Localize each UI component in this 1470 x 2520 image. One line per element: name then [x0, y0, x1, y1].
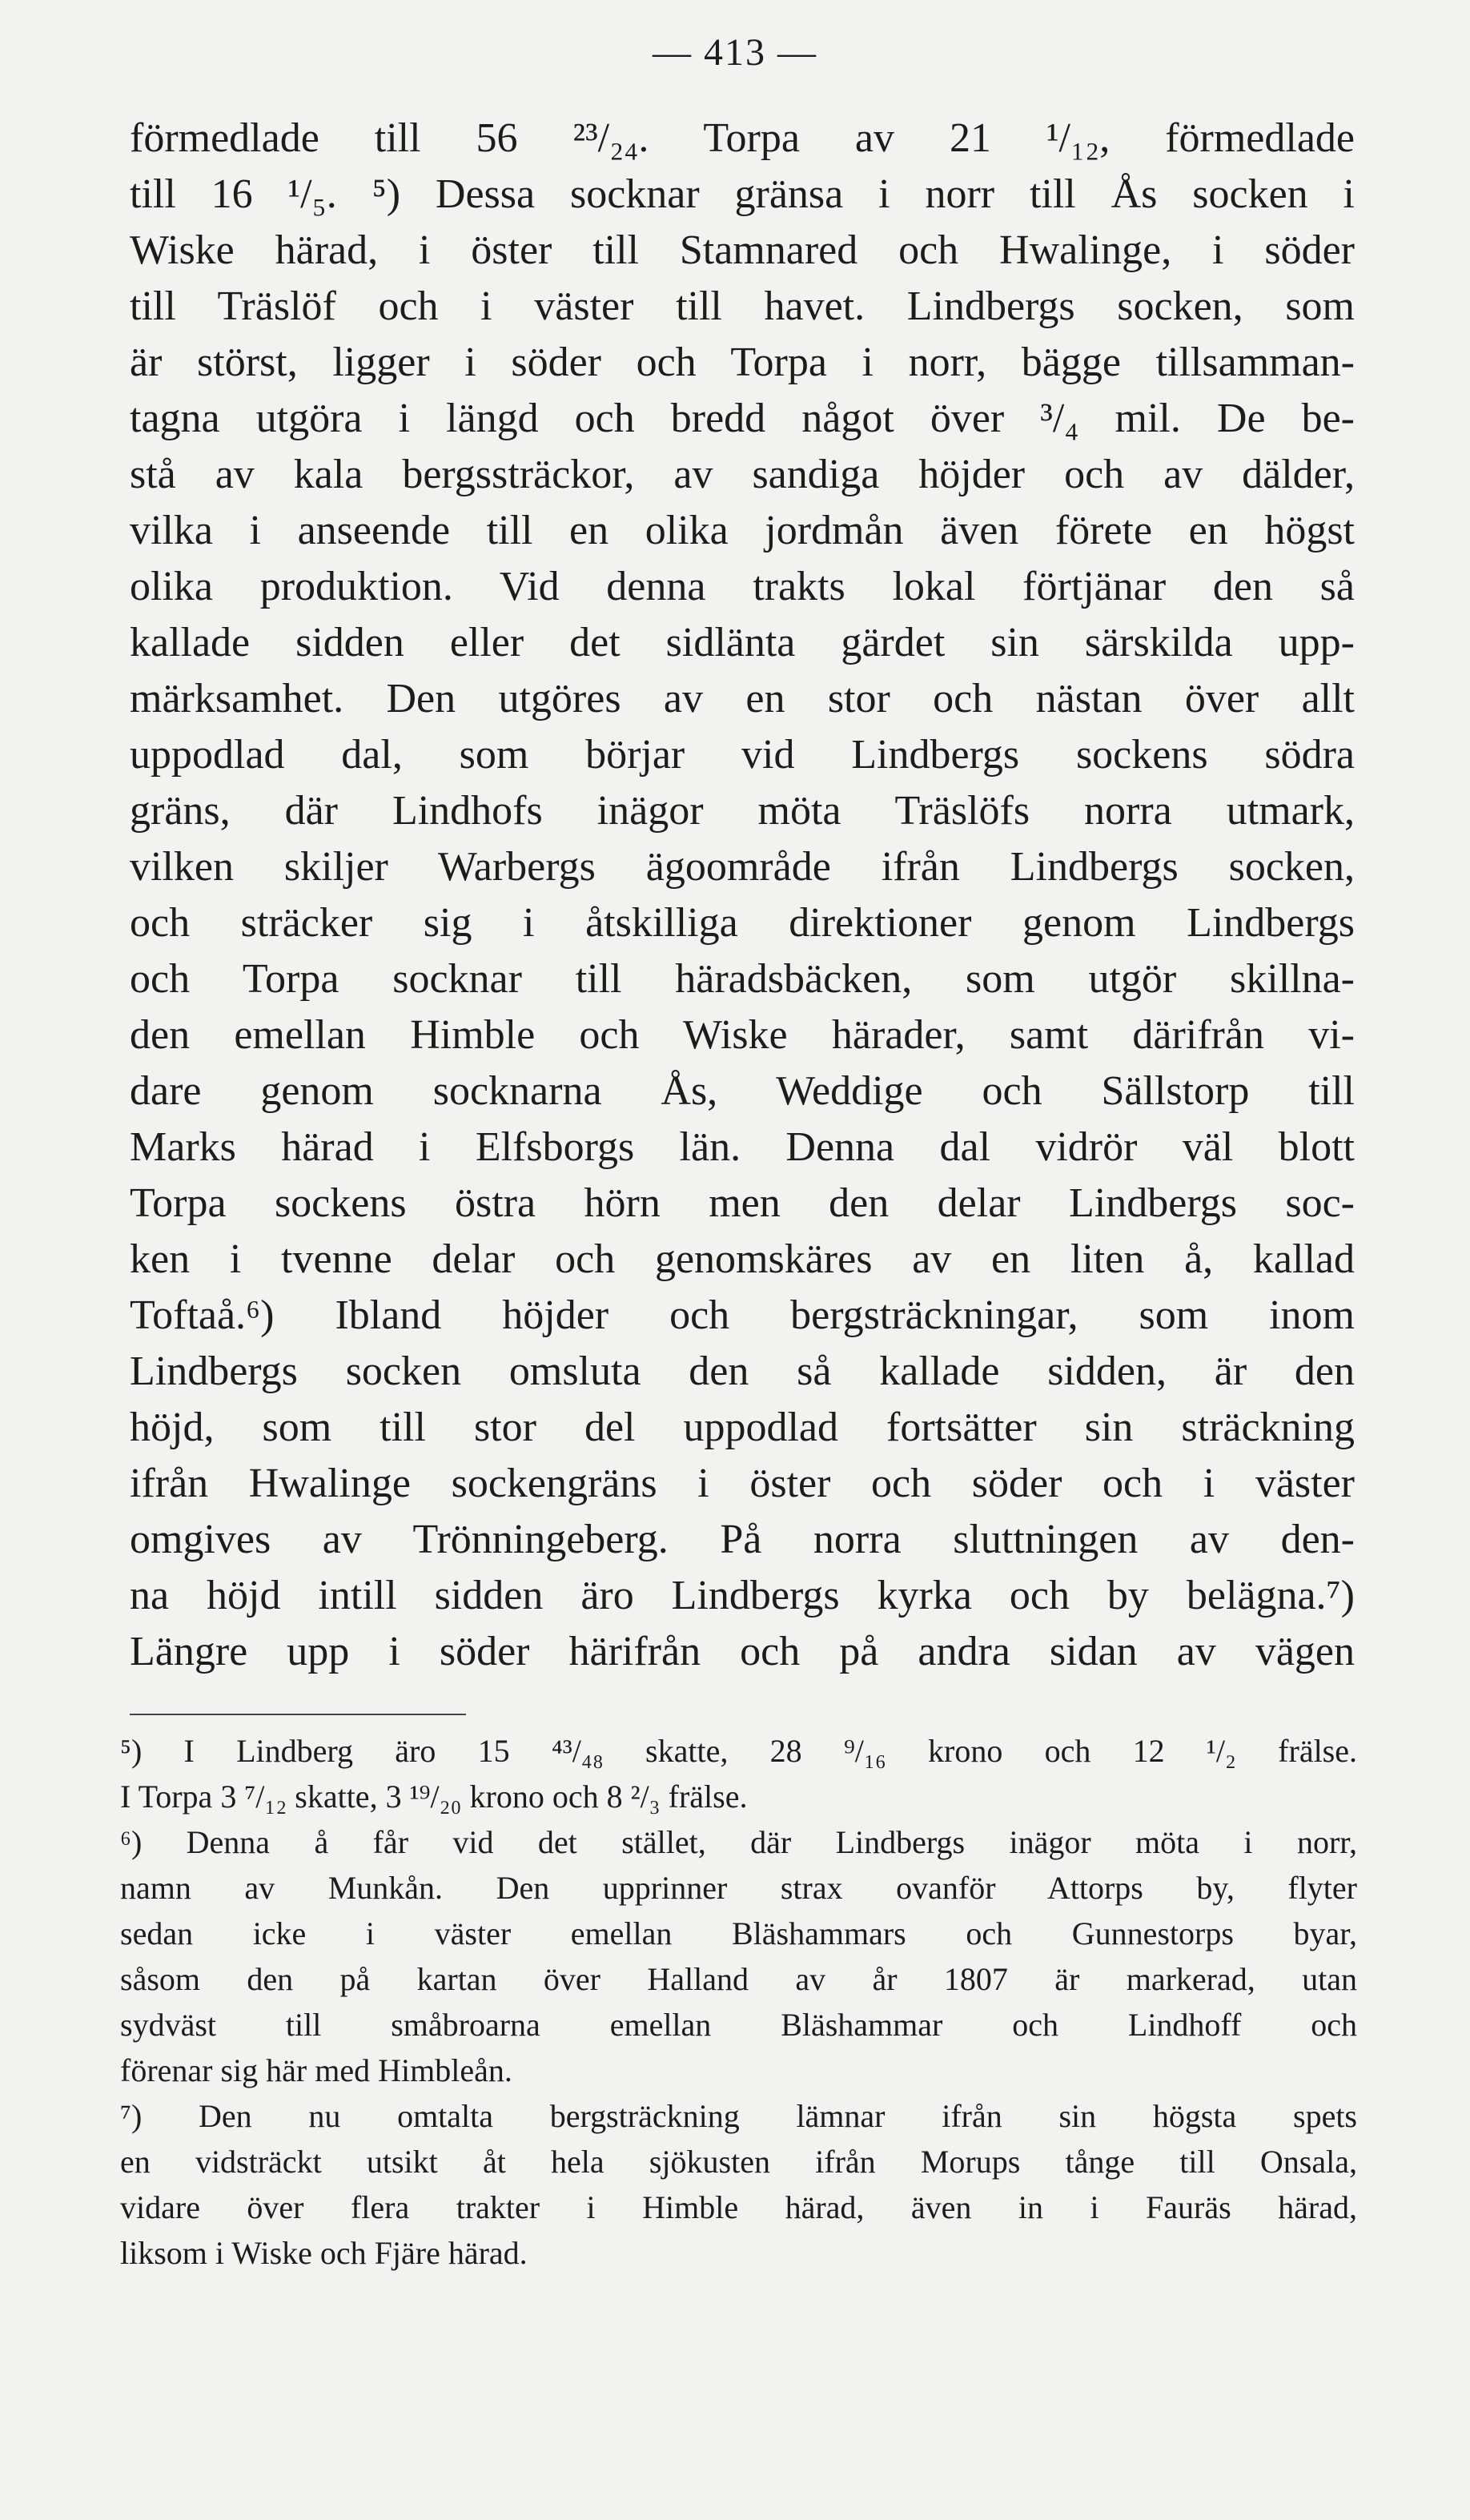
- footnote-line: liksom i Wiske och Fjäre härad.: [120, 2235, 528, 2271]
- footnotes: [120, 1728, 1357, 2276]
- body-line: vilken skiljer Warbergs ägoområde ifrån Lindbergs socken,: [130, 844, 1355, 890]
- body-line: ken i tvenne delar och genomskäres av en liten å, kallad: [130, 1236, 1355, 1282]
- body-line: och Torpa socknar till häradsbäcken, som utgör skillna-: [130, 956, 1355, 1002]
- body-line: och sträcker sig i åtskilliga direktioner genom Lindbergs: [130, 900, 1355, 946]
- body-line: omgives av Trönningeberg. På norra sluttningen av den-: [130, 1517, 1355, 1562]
- body-line: höjd, som till stor del uppodlad fortsätter sin sträckning: [130, 1405, 1355, 1450]
- footnote-line: såsom den på kartan över Halland av år 1807 är markerad, utan: [120, 1961, 1357, 1997]
- footnote-line: ⁷) Den nu omtalta bergsträckning lämnar ifrån sin högsta spets: [120, 2098, 1357, 2134]
- footnote-line: vidare över flera trakter i Himble härad, även in i Fauräs härad,: [120, 2189, 1357, 2225]
- footnote-line: förenar sig här med Himbleån.: [120, 2052, 512, 2088]
- footnote-line: sydväst till småbroarna emellan Bläshammar och Lindhoff och: [120, 2007, 1357, 2043]
- footnote-line: ⁵) I Lindberg äro 15 ⁴³/₄₈ skatte, 28 ⁹/₁₆ krono och 12 ¹/₂ frälse.: [120, 1733, 1357, 1769]
- footnote-line: sedan icke i väster emellan Bläshammars och Gunnestorps byar,: [120, 1915, 1357, 1951]
- body-line: na höjd intill sidden äro Lindbergs kyrka och by belägna.⁷): [130, 1573, 1355, 1618]
- body-line: stå av kala bergssträckor, av sandiga höjder och av dälder,: [130, 452, 1355, 497]
- body-line: ifrån Hwalinge sockengräns i öster och söder och i väster: [130, 1461, 1355, 1506]
- body-line: märksamhet. Den utgöres av en stor och nästan över allt: [130, 676, 1355, 721]
- body-line: Toftaå.⁶) Ibland höjder och bergsträckningar, som inom: [130, 1292, 1355, 1338]
- body-line: förmedlade till 56 ²³/₂₄. Torpa av 21 ¹/₁₂, förmedlade: [130, 115, 1355, 161]
- body-line: gräns, där Lindhofs inägor möta Träslöfs norra utmark,: [130, 788, 1355, 834]
- body-line: uppodlad dal, som börjar vid Lindbergs sockens södra: [130, 732, 1355, 778]
- body-line: kallade sidden eller det sidlänta gärdet sin särskilda upp-: [130, 620, 1355, 665]
- footnote-line: en vidsträckt utsikt åt hela sjökusten ifrån Morups tånge till Onsala,: [120, 2144, 1357, 2180]
- footnote-divider: [130, 1714, 466, 1715]
- body-line: dare genom socknarna Ås, Weddige och Sällstorp till: [130, 1068, 1355, 1114]
- body-line: Längre upp i söder härifrån och på andra sidan av vägen: [130, 1629, 1355, 1674]
- body-line: Lindbergs socken omsluta den så kallade sidden, är den: [130, 1348, 1355, 1394]
- footnote-line: ⁶) Denna å får vid det stället, där Lindbergs inägor möta i norr,: [120, 1824, 1357, 1860]
- body-line: till 16 ¹/₅. ⁵) Dessa socknar gränsa i norr till Ås socken i: [130, 171, 1355, 217]
- body-line: Wiske härad, i öster till Stamnared och Hwalinge, i söder: [130, 227, 1355, 273]
- footnote-line: namn av Munkån. Den upprinner strax ovanför Attorps by, flyter: [120, 1870, 1357, 1906]
- body-line: olika produktion. Vid denna trakts lokal förtjänar den så: [130, 564, 1355, 609]
- body-line: till Träslöf och i väster till havet. Lindbergs socken, som: [130, 283, 1355, 329]
- body-line: vilka i anseende till en olika jordmån även förete en högst: [130, 508, 1355, 553]
- body-line: den emellan Himble och Wiske härader, samt därifrån vi-: [130, 1012, 1355, 1058]
- footnote-line: I Torpa 3 ⁷/₁₂ skatte, 3 ¹⁹/₂₀ krono och 8 ²/₃ frälse.: [120, 1778, 748, 1815]
- body-line: är störst, ligger i söder och Torpa i norr, bägge tillsamman-: [130, 340, 1355, 385]
- body-line: Marks härad i Elfsborgs län. Denna dal vidrör väl blott: [130, 1124, 1355, 1170]
- body-text: [130, 111, 1355, 1680]
- body-line: Torpa sockens östra hörn men den delar Lindbergs soc-: [130, 1180, 1355, 1226]
- page-number: — 413 —: [653, 31, 817, 74]
- body-line: tagna utgöra i längd och bredd något över ³/₄ mil. De be-: [130, 396, 1355, 441]
